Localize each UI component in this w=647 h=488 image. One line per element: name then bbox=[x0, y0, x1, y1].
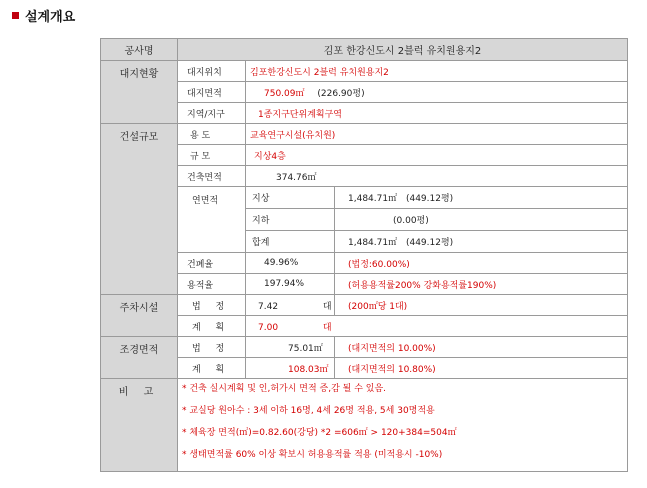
footprint-label: 건축면적 bbox=[178, 166, 246, 187]
remark-note: * 체육장 면적(㎡)=0.82.60(강당) *2 =606㎡ > 120+384=504㎡ bbox=[182, 428, 457, 438]
landscape-plan-label: 계 획 bbox=[178, 358, 246, 379]
use-value: 교육연구시설(유치원) bbox=[246, 124, 628, 145]
parking-legal-note: (200㎡당 1대) bbox=[335, 295, 628, 316]
gross-total-pyeong: (449.12평) bbox=[405, 238, 454, 248]
remark-note: * 건축 실시계획 및 인,허가시 면적 증,감 될 수 있음. bbox=[182, 384, 387, 394]
scale-value: 지상4층 bbox=[246, 145, 628, 166]
gross-total-label: 합계 bbox=[246, 231, 335, 253]
coverage-label: 건폐율 bbox=[178, 253, 246, 274]
parking-legal-label: 법 정 bbox=[178, 295, 246, 316]
building-group-label: 건설규모 bbox=[101, 124, 178, 295]
landscape-legal-value: 75.01㎡ bbox=[246, 337, 335, 358]
project-name-value: 김포 한강신도시 2블럭 유치원용지2 bbox=[178, 39, 628, 61]
parking-group-label: 주차시설 bbox=[101, 295, 178, 337]
site-area-label: 대지면적 bbox=[178, 82, 246, 103]
gross-above-value: 1,484.71㎡ bbox=[348, 194, 398, 204]
far-note: (허용용적률200% 강화용적률190%) bbox=[335, 274, 628, 295]
zone-label: 지역/지구 bbox=[178, 103, 246, 124]
gross-above-label: 지상 bbox=[246, 187, 335, 209]
site-group-label: 대지현황 bbox=[101, 61, 178, 124]
site-location-label: 대지위치 bbox=[178, 61, 246, 82]
section-title: 설계개요 bbox=[25, 9, 76, 25]
gross-area-label: 연면적 bbox=[178, 187, 246, 253]
site-area-pyeong: (226.90평) bbox=[317, 88, 365, 99]
gross-below-pyeong: (0.00평) bbox=[335, 209, 628, 231]
remark-note: * 교실당 원아수 : 3세 이하 16명, 4세 26명 적용, 5세 30명적용 bbox=[182, 406, 435, 416]
zone-value: 1종지구단위계획구역 bbox=[246, 103, 628, 124]
section-header bbox=[12, 7, 75, 23]
remark-note: * 생태면적률 60% 이상 확보시 허용용적률 적용 (미적용시 -10%) bbox=[182, 450, 443, 460]
parking-legal-value: 7.42 bbox=[258, 301, 279, 312]
parking-plan-unit: 대 bbox=[322, 322, 332, 333]
design-overview-table bbox=[100, 38, 628, 472]
square-bullet-icon bbox=[12, 12, 19, 19]
parking-plan-value: 7.00 bbox=[258, 322, 279, 333]
landscape-legal-label: 법 정 bbox=[178, 337, 246, 358]
footprint-value: 374.76㎡ bbox=[246, 166, 628, 187]
far-label: 용적율 bbox=[178, 274, 246, 295]
gross-below-label: 지하 bbox=[246, 209, 335, 231]
site-location-value: 김포한강신도시 2블럭 유치원용지2 bbox=[246, 61, 628, 82]
project-name-label: 공사명 bbox=[101, 39, 178, 61]
landscape-plan-note: (대지면적의 10.80%) bbox=[335, 358, 628, 379]
coverage-note: (법정:60.00%) bbox=[335, 253, 628, 274]
parking-legal-unit: 대 bbox=[322, 301, 332, 312]
scale-label: 규 모 bbox=[178, 145, 246, 166]
landscape-plan-value: 108.03㎡ bbox=[246, 358, 335, 379]
far-value: 197.94% bbox=[246, 274, 335, 295]
remarks-label: 비 고 bbox=[101, 379, 178, 472]
landscape-group-label: 조경면적 bbox=[101, 337, 178, 379]
landscape-legal-note: (대지면적의 10.00%) bbox=[335, 337, 628, 358]
parking-plan-label: 계 획 bbox=[178, 316, 246, 337]
coverage-value: 49.96% bbox=[246, 253, 335, 274]
use-label: 용 도 bbox=[178, 124, 246, 145]
gross-total-value: 1,484.71㎡ bbox=[348, 238, 398, 248]
gross-above-pyeong: (449.12평) bbox=[405, 194, 454, 204]
site-area-value: 750.09㎡ bbox=[264, 88, 305, 99]
